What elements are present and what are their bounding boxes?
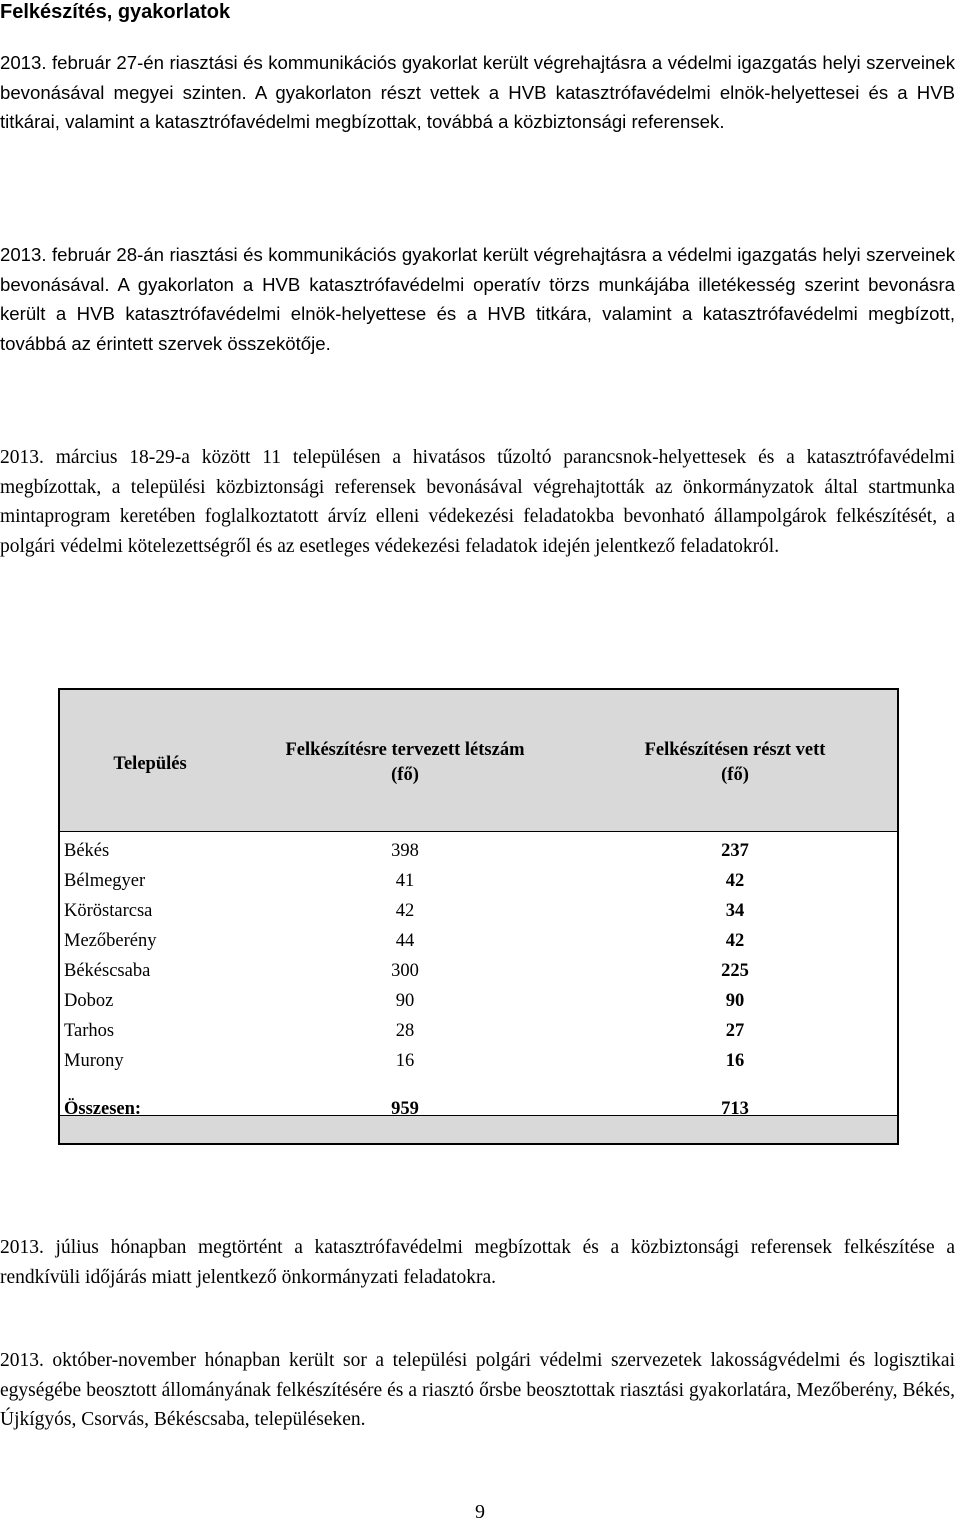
cell-planned: 300: [391, 961, 419, 981]
cell-planned: 44: [395, 931, 415, 951]
page-number: 9: [475, 1501, 485, 1523]
paragraph-july: 2013. július hónapban megtörtént a katasztrófavédelmi megbízottak és a közbiztonsági referensek felkészítése a rendkívüli időjárás miatt jelentkező önkormányzati feladatokra.: [0, 1237, 955, 1288]
cell-attended: 225: [721, 961, 749, 981]
header-attended-line2: (fő): [721, 765, 749, 785]
cell-attended: 42: [725, 931, 745, 951]
paragraph-oct-nov: 2013. október-november hónapban került sor a települési polgári védelmi szervezetek lakosságvédelmi és logisztikai egységébe beosztott állományának felkészítésére és a riasztó őrsbe beosztottak riasztási gyakorlatára, Mezőberény, Békés, Újkígyós, Csorvás, Békéscsaba, településeken.: [0, 1350, 955, 1431]
header-planned: [260, 738, 550, 788]
table-row: [60, 986, 897, 1016]
cell-settlement: Köröstarcsa: [64, 901, 153, 921]
cell-attended: 237: [721, 841, 749, 861]
cell-attended: 34: [725, 901, 745, 921]
cell-attended: 90: [725, 991, 745, 1011]
cell-settlement: Bélmegyer: [64, 871, 146, 891]
table-row: [60, 836, 897, 866]
table-total-row: [60, 1094, 897, 1124]
cell-planned: 28: [395, 1021, 415, 1041]
cell-planned: 16: [395, 1051, 415, 1071]
training-table: [58, 688, 899, 1145]
header-attended: [620, 738, 850, 788]
total-planned: 959: [391, 1099, 419, 1119]
table-row: [60, 1016, 897, 1046]
cell-attended: 16: [725, 1051, 745, 1071]
cell-planned: 398: [391, 841, 419, 861]
total-label: Összesen:: [64, 1099, 142, 1119]
cell-settlement: Békéscsaba: [64, 961, 151, 981]
cell-settlement: Murony: [64, 1051, 124, 1071]
table-row: [60, 896, 897, 926]
cell-settlement: Doboz: [64, 991, 114, 1011]
table-header: [60, 690, 897, 831]
table-row: [60, 1046, 897, 1076]
paragraph-march: 2013. március 18-29-a között 11 településen a hivatásos tűzoltó parancsnok-helyettesek és a katasztrófavédelmi megbízottak, a települési közbiztonsági referensek bevonásával végrehajtották az önkormányzatok által startmunka mintaprogram keretében foglalkoztatott árvíz elleni védekezési feladatokba bevonható állampolgárok felkészítését, a polgári védelmi kötelezettségről és az esetleges védekezési feladatok idején jelentkező feladatokról.: [0, 447, 955, 557]
cell-settlement: Békés: [64, 841, 110, 861]
section-heading: Felkészítés, gyakorlatok: [0, 1, 231, 23]
cell-attended: 27: [725, 1021, 745, 1041]
header-attended-line1: Felkészítésen részt vett: [644, 740, 826, 760]
cell-settlement: Mezőberény: [64, 931, 157, 951]
header-planned-line1: Felkészítésre tervezett létszám: [285, 740, 525, 760]
total-attended: 713: [721, 1099, 749, 1119]
header-settlement: Település: [113, 754, 187, 774]
header-planned-line2: (fő): [391, 765, 419, 785]
cell-attended: 42: [725, 871, 745, 891]
cell-planned: 41: [395, 871, 415, 891]
table-body: [60, 831, 897, 1116]
paragraph-feb-27: 2013. február 27-én riasztási és kommunikációs gyakorlat került végrehajtásra a védelmi igazgatás helyi szerveinek bevonásával megyei szinten. A gyakorlaton részt vettek a HVB katasztrófavédelmi elnök-helyettesei és a HVB titkárai, valamint a katasztrófavédelmi megbízottak, továbbá a közbiztonsági referensek.: [0, 52, 955, 133]
cell-settlement: Tarhos: [64, 1021, 115, 1041]
cell-planned: 90: [395, 991, 415, 1011]
table-row: [60, 926, 897, 956]
cell-planned: 42: [395, 901, 415, 921]
paragraph-feb-28: 2013. február 28-án riasztási és kommunikációs gyakorlat került végrehajtásra a védelmi igazgatás helyi szerveinek bevonásával. A gyakorlaton a HVB katasztrófavédelmi operatív törzs munkájába illetékesség szerint bevonásra került a HVB katasztrófavédelmi elnök-helyettese és a HVB titkára, valamint a katasztrófavédelmi megbízott, továbbá az érintett szervek összekötője.: [0, 244, 955, 354]
table-row: [60, 866, 897, 896]
table-row: [60, 956, 897, 986]
